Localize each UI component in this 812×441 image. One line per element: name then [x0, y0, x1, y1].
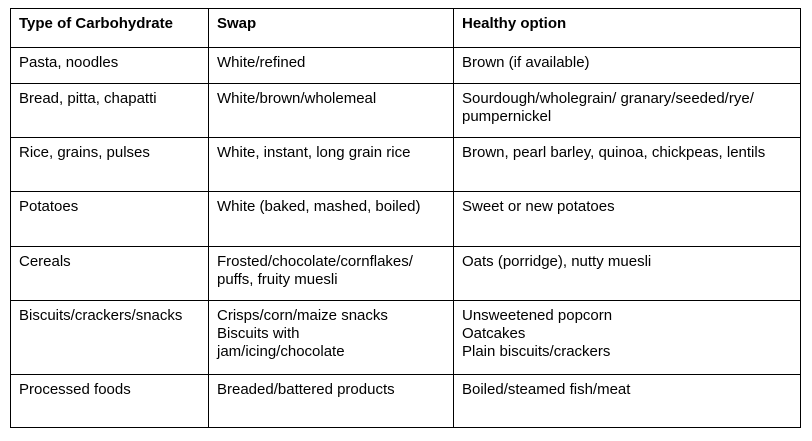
cell-line: Boiled/steamed fish/meat — [462, 381, 631, 398]
cell-line: White/refined — [217, 54, 306, 71]
cell-type: Biscuits/crackers/snacks — [11, 301, 209, 375]
cell-swap — [209, 48, 454, 84]
header-swap: Swap — [209, 9, 454, 48]
cell-line: pumpernickel — [462, 108, 552, 125]
cell-line: White/brown/wholemeal — [217, 90, 377, 107]
table-row — [11, 48, 801, 84]
cell-line: Sweet or new potatoes — [462, 198, 615, 215]
cell-healthy-option — [454, 84, 801, 138]
table-header-row — [11, 9, 801, 48]
table-row — [11, 138, 801, 192]
cell-line: Frosted/chocolate/cornflakes/ — [217, 253, 413, 270]
carbohydrate-swap-table — [10, 8, 801, 428]
cell-swap — [209, 247, 454, 301]
table-row — [11, 247, 801, 301]
header-healthy-option: Healthy option — [454, 9, 801, 48]
cell-line: Plain biscuits/crackers — [462, 343, 611, 360]
cell-line: Crisps/corn/maize snacks — [217, 307, 388, 324]
cell-type: Cereals — [11, 247, 209, 301]
cell-line: Unsweetened popcorn — [462, 307, 613, 324]
table-row — [11, 301, 801, 375]
cell-type: Pasta, noodles — [11, 48, 209, 84]
cell-line: puffs, fruity muesli — [217, 271, 338, 288]
cell-swap — [209, 375, 454, 428]
table-row — [11, 192, 801, 247]
cell-healthy-option — [454, 138, 801, 192]
cell-line: White, instant, long grain rice — [217, 144, 411, 161]
cell-type: Bread, pitta, chapatti — [11, 84, 209, 138]
cell-line: White (baked, mashed, boiled) — [217, 198, 421, 215]
table-row — [11, 84, 801, 138]
cell-healthy-option — [454, 247, 801, 301]
cell-line: Oatcakes — [462, 325, 526, 342]
cell-swap — [209, 138, 454, 192]
cell-line: jam/icing/chocolate — [217, 343, 345, 360]
cell-healthy-option — [454, 375, 801, 428]
cell-line: Oats (porridge), nutty muesli — [462, 253, 652, 270]
cell-healthy-option — [454, 48, 801, 84]
cell-healthy-option — [454, 301, 801, 375]
table-row — [11, 375, 801, 428]
cell-line: Sourdough/wholegrain/ granary/seeded/rye/ — [462, 90, 754, 107]
cell-type: Processed foods — [11, 375, 209, 428]
cell-swap — [209, 84, 454, 138]
cell-type: Rice, grains, pulses — [11, 138, 209, 192]
cell-line: Biscuits with — [217, 325, 300, 342]
cell-swap — [209, 192, 454, 247]
cell-healthy-option — [454, 192, 801, 247]
header-type-of-carbohydrate: Type of Carbohydrate — [11, 9, 209, 48]
cell-type: Potatoes — [11, 192, 209, 247]
cell-line: Brown (if available) — [462, 54, 590, 71]
cell-line: Breaded/battered products — [217, 381, 395, 398]
cell-swap — [209, 301, 454, 375]
cell-line: Brown, pearl barley, quinoa, chickpeas, lentils — [462, 144, 766, 161]
